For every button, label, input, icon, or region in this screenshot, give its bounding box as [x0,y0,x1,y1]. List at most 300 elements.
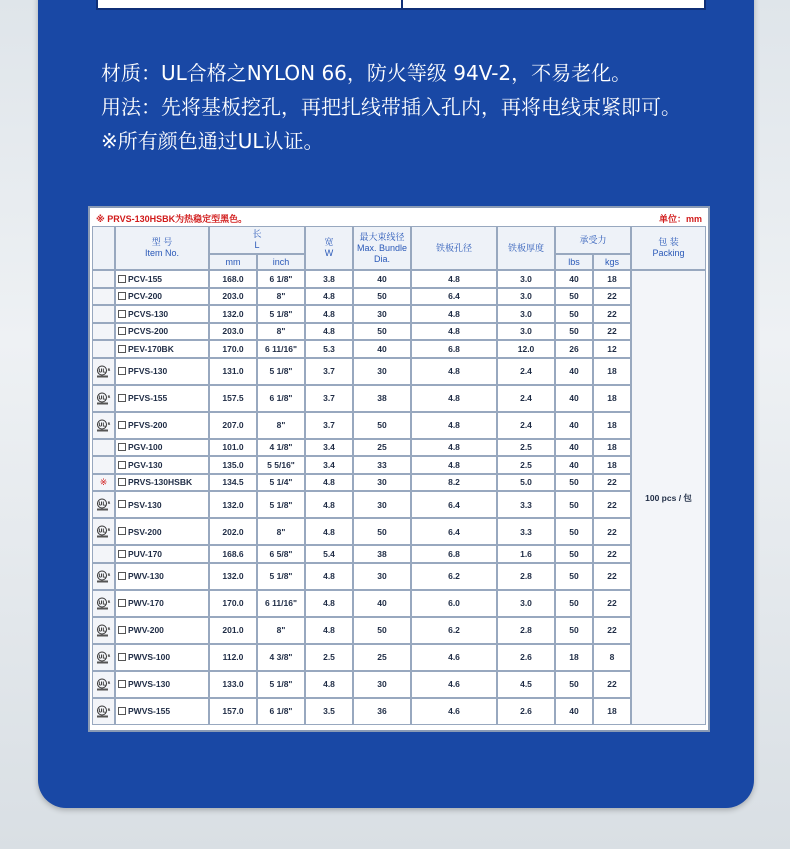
length-mm-cell: 202.0 [209,518,257,545]
model-name: PWVS-155 [128,706,171,716]
model-name: PWV-130 [128,571,164,581]
length-inch-cell: 5 1/8" [257,491,305,518]
model-name: PFVS-130 [128,366,168,376]
length-inch-cell: 8" [257,617,305,644]
length-inch-cell: 5 1/8" [257,358,305,385]
svg-text:UL: UL [97,368,106,374]
row-icon-cell [92,385,115,412]
spec-table [92,226,706,725]
usage-line: 用法：先将基板挖孔，再把扎线带插入孔内，再将电线束紧即可。 [101,95,681,119]
hole-cell: 4.8 [411,305,497,323]
table-row [92,358,706,385]
length-inch-cell: 4 3/8" [257,644,305,671]
svg-text:UL: UL [97,627,106,633]
thickness-cell: 4.5 [497,671,555,698]
length-mm-cell: 168.6 [209,545,257,563]
strength-lbs-cell: 50 [555,671,593,698]
model-cell[interactable] [115,518,209,545]
heat-stable-mark: ※ [99,476,108,487]
table-row [92,456,706,474]
spec-table-container [88,206,710,732]
bundle-dia-cell: 30 [353,474,411,492]
strength-kgs-cell: 22 [593,563,631,590]
model-name: PWV-200 [128,625,164,635]
hole-cell: 4.6 [411,644,497,671]
width-cell: 4.8 [305,305,353,323]
width-cell: 3.7 [305,385,353,412]
unit-label: 单位：mm [658,213,702,224]
length-mm-cell: 132.0 [209,491,257,518]
product-description [101,56,681,158]
bundle-dia-cell: 40 [353,340,411,358]
model-cell[interactable] [115,671,209,698]
hole-cell: 4.6 [411,698,497,725]
select-checkbox[interactable] [118,443,126,451]
strength-lbs-cell: 50 [555,590,593,617]
thickness-cell: 2.4 [497,358,555,385]
strength-lbs-cell: 40 [555,412,593,439]
bundle-dia-cell: 50 [353,323,411,341]
length-header-cn: 长 [252,229,262,239]
svg-text:UL: UL [97,708,106,714]
strength-lbs-cell: 26 [555,340,593,358]
thickness-cell: 2.6 [497,698,555,725]
length-header [209,226,305,254]
svg-text:UL: UL [97,501,106,508]
strength-lbs-cell: 50 [555,491,593,518]
hole-cell: 6.8 [411,340,497,358]
row-icon-cell [92,698,115,725]
length-mm-cell: 170.0 [209,340,257,358]
bundle-header-en: Max. Bundle [357,242,408,253]
strength-lbs-cell: 40 [555,456,593,474]
length-inch-cell: 5 1/4" [257,474,305,492]
strength-lbs-cell: 18 [555,644,593,671]
thickness-cell: 2.6 [497,644,555,671]
model-name: PCVS-200 [128,326,169,337]
ul-listed-icon [96,678,112,688]
svg-text:R: R [107,707,110,712]
width-cell: 3.8 [305,270,353,288]
svg-text:UL: UL [97,573,106,579]
select-checkbox[interactable] [118,310,126,318]
select-checkbox[interactable] [118,527,126,535]
length-inch-cell: 8" [257,518,305,545]
length-mm-cell: 133.0 [209,671,257,698]
width-cell: 3.4 [305,456,353,474]
hole-cell: 4.8 [411,385,497,412]
thickness-cell: 2.5 [497,456,555,474]
select-checkbox[interactable] [118,626,126,634]
thickness-cell: 3.3 [497,518,555,545]
bundle-header [353,226,411,270]
row-icon-cell [92,474,115,492]
model-cell[interactable] [115,288,209,306]
bundle-dia-cell: 40 [353,270,411,288]
select-checkbox[interactable] [118,275,126,283]
strength-lbs-cell: 50 [555,545,593,563]
strength-kgs-cell: 22 [593,617,631,644]
table-row [92,288,706,306]
model-name: PCV-200 [128,291,163,302]
thickness-cell: 5.0 [497,474,555,492]
length-mm-cell: 207.0 [209,412,257,439]
svg-text:UL: UL [97,654,106,660]
row-icon-cell [92,545,115,563]
width-cell: 4.8 [305,671,353,698]
length-mm-cell: 203.0 [209,323,257,341]
model-name: PSV-200 [128,526,162,537]
model-cell[interactable] [115,439,209,457]
length-inch-cell: 6 11/16" [257,340,305,358]
strength-lbs-cell: 50 [555,305,593,323]
strength-kgs-cell: 18 [593,412,631,439]
strength-kgs-cell: 18 [593,698,631,725]
hole-cell: 4.8 [411,412,497,439]
row-icon-cell [92,340,115,358]
svg-text:UL: UL [97,395,106,401]
lbs-header: lbs [555,254,593,270]
strength-kgs-cell: 18 [593,439,631,457]
bundle-dia-cell: 30 [353,491,411,518]
ul-listed-icon [96,499,112,509]
thickness-cell: 12.0 [497,340,555,358]
kgs-header: kgs [593,254,631,270]
ul-listed-icon [96,392,112,402]
bundle-dia-cell: 30 [353,671,411,698]
row-icon-cell [92,270,115,288]
thickness-cell: 2.8 [497,617,555,644]
strength-header: 承受力 [555,226,631,254]
width-cell: 3.5 [305,698,353,725]
width-cell: 4.8 [305,474,353,492]
length-inch-cell: 6 1/8" [257,270,305,288]
thickness-cell: 2.4 [497,385,555,412]
select-checkbox[interactable] [118,367,126,375]
table-row [92,644,706,671]
model-cell[interactable] [115,412,209,439]
model-name: PWVS-130 [128,679,171,689]
length-inch-cell: 6 1/8" [257,698,305,725]
model-cell[interactable] [115,617,209,644]
model-cell[interactable] [115,305,209,323]
row-icon-cell [92,563,115,590]
strength-kgs-cell: 22 [593,590,631,617]
length-mm-cell: 203.0 [209,288,257,306]
model-cell[interactable] [115,474,209,492]
length-inch-cell: 4 1/8" [257,439,305,457]
model-name: PCV-155 [128,273,163,284]
width-cell: 4.8 [305,288,353,306]
thickness-cell: 3.0 [497,305,555,323]
row-icon-cell [92,671,115,698]
strength-kgs-cell: 18 [593,456,631,474]
hole-cell: 4.8 [411,270,497,288]
certification-line: ※所有颜色通过UL认证。 [101,129,324,153]
bundle-dia-cell: 36 [353,698,411,725]
hole-cell: 4.8 [411,439,497,457]
ul-listed-icon [96,419,112,429]
model-name: PGV-130 [128,459,163,470]
ul-listed-icon [96,570,112,580]
row-icon-cell [92,412,115,439]
model-name: PGV-100 [128,442,163,453]
length-mm-cell: 134.5 [209,474,257,492]
thickness-cell: 3.0 [497,590,555,617]
strength-kgs-cell: 12 [593,340,631,358]
model-cell[interactable] [115,491,209,518]
model-cell[interactable] [115,323,209,341]
bundle-dia-cell: 25 [353,439,411,457]
model-cell[interactable] [115,358,209,385]
length-inch-cell: 5 1/8" [257,305,305,323]
width-cell: 4.8 [305,590,353,617]
length-inch-cell: 8" [257,323,305,341]
strength-lbs-cell: 40 [555,358,593,385]
model-cell[interactable] [115,456,209,474]
table-row [92,340,706,358]
table-row [92,305,706,323]
width-header-en: W [324,248,334,258]
table-row [92,698,706,725]
strength-lbs-cell: 50 [555,323,593,341]
packing-header-en: Packing [652,248,685,258]
length-mm-cell: 157.5 [209,385,257,412]
strength-lbs-cell: 40 [555,270,593,288]
strength-kgs-cell: 18 [593,385,631,412]
model-name: PEV-170BK [128,343,174,354]
length-header-en: L [254,240,260,250]
strength-kgs-cell: 22 [593,288,631,306]
strength-lbs-cell: 40 [555,439,593,457]
length-mm-cell: 132.0 [209,563,257,590]
strength-kgs-cell: 22 [593,305,631,323]
thickness-cell: 2.4 [497,412,555,439]
select-checkbox[interactable] [118,572,126,580]
select-checkbox[interactable] [118,478,126,486]
select-checkbox[interactable] [118,550,126,558]
strength-lbs-cell: 50 [555,617,593,644]
icon-header [92,226,115,270]
length-mm-cell: 168.0 [209,270,257,288]
strength-kgs-cell: 22 [593,671,631,698]
strip-divider [401,0,403,10]
thickness-cell: 3.0 [497,288,555,306]
strength-lbs-cell: 40 [555,385,593,412]
strength-lbs-cell: 50 [555,474,593,492]
svg-text:R: R [107,528,110,532]
length-inch-cell: 6 5/8" [257,545,305,563]
svg-text:UL: UL [97,422,106,428]
select-checkbox[interactable] [118,421,126,429]
length-mm-cell: 112.0 [209,644,257,671]
table-note-row [92,210,706,226]
thickness-cell: 1.6 [497,545,555,563]
select-checkbox[interactable] [118,292,126,300]
model-cell[interactable] [115,385,209,412]
strength-kgs-cell: 22 [593,545,631,563]
width-cell: 5.4 [305,545,353,563]
model-cell[interactable] [115,545,209,563]
table-row [92,270,706,288]
length-mm-cell: 135.0 [209,456,257,474]
model-name: PCVS-130 [128,308,169,319]
select-checkbox[interactable] [118,394,126,402]
packing-header [631,226,706,270]
spec-table-body [92,270,706,725]
length-inch-cell: 5 1/8" [257,563,305,590]
model-cell[interactable] [115,563,209,590]
model-name: PFVS-155 [128,393,168,403]
length-inch-cell: 8" [257,288,305,306]
svg-text:UL: UL [97,681,106,687]
bundle-dia-cell: 25 [353,644,411,671]
thickness-cell: 2.8 [497,563,555,590]
bundle-dia-cell: 50 [353,518,411,545]
length-inch-cell: 6 11/16" [257,590,305,617]
strength-kgs-cell: 18 [593,270,631,288]
ul-listed-icon [96,651,112,661]
heat-stable-note: ※ PRVS-130HSBK为热稳定型黑色。 [96,213,248,224]
row-icon-cell [92,491,115,518]
strength-lbs-cell: 40 [555,698,593,725]
table-row [92,617,706,644]
svg-text:R: R [107,599,110,604]
ul-listed-icon [96,365,112,375]
model-cell[interactable] [115,698,209,725]
model-name: PWVS-100 [128,652,171,662]
table-row [92,412,706,439]
model-header-en: Item No. [144,248,179,258]
model-name: PFVS-200 [128,420,168,430]
inch-header: inch [257,254,305,270]
bundle-header-en2: Dia. [374,253,391,264]
row-icon-cell [92,323,115,341]
previous-table-strip [96,0,706,10]
hole-cell: 4.8 [411,456,497,474]
table-row [92,385,706,412]
table-row [92,545,706,563]
table-row [92,590,706,617]
thickness-cell: 3.0 [497,323,555,341]
width-cell: 4.8 [305,518,353,545]
select-checkbox[interactable] [118,461,126,469]
model-cell[interactable] [115,644,209,671]
table-row [92,491,706,518]
width-cell: 4.8 [305,563,353,590]
width-cell: 3.7 [305,412,353,439]
length-mm-cell: 132.0 [209,305,257,323]
svg-text:R: R [107,653,110,658]
model-name: PWV-170 [128,598,164,608]
width-cell: 4.8 [305,617,353,644]
strength-lbs-cell: 50 [555,288,593,306]
bundle-header-cn: 最大束线径 [359,231,405,242]
select-checkbox[interactable] [118,653,126,661]
width-cell: 3.4 [305,439,353,457]
bundle-dia-cell: 50 [353,288,411,306]
hole-cell: 6.0 [411,590,497,617]
select-checkbox[interactable] [118,327,126,335]
svg-text:R: R [107,421,110,426]
length-inch-cell: 6 1/8" [257,385,305,412]
material-line: 材质：UL合格之NYLON 66，防火等级 94V-2，不易老化。 [101,61,632,85]
bundle-dia-cell: 50 [353,412,411,439]
bundle-dia-cell: 38 [353,385,411,412]
model-name: PUV-170 [128,548,163,559]
length-inch-cell: 5 5/16" [257,456,305,474]
ul-listed-icon [96,705,112,715]
hole-cell: 4.8 [411,358,497,385]
svg-text:R: R [107,626,110,631]
table-row [92,563,706,590]
length-inch-cell: 8" [257,412,305,439]
strength-kgs-cell: 18 [593,358,631,385]
width-cell: 2.5 [305,644,353,671]
bundle-dia-cell: 33 [353,456,411,474]
select-checkbox[interactable] [118,345,126,353]
hole-cell: 6.4 [411,518,497,545]
packing-header-cn: 包 装 [658,237,679,247]
width-cell: 3.7 [305,358,353,385]
row-icon-cell [92,518,115,545]
thickness-cell: 3.0 [497,270,555,288]
table-row [92,474,706,492]
bundle-dia-cell: 30 [353,305,411,323]
strength-kgs-cell: 8 [593,644,631,671]
table-row [92,439,706,457]
strength-lbs-cell: 50 [555,518,593,545]
length-inch-cell: 5 1/8" [257,671,305,698]
model-cell[interactable] [115,270,209,288]
length-mm-cell: 131.0 [209,358,257,385]
width-cell: 4.8 [305,323,353,341]
select-checkbox[interactable] [118,500,126,508]
length-mm-cell: 101.0 [209,439,257,457]
row-icon-cell [92,439,115,457]
model-cell[interactable] [115,340,209,358]
row-icon-cell [92,358,115,385]
svg-text:R: R [107,367,110,372]
select-checkbox[interactable] [118,680,126,688]
table-row [92,323,706,341]
bundle-dia-cell: 38 [353,545,411,563]
select-checkbox[interactable] [118,599,126,607]
select-checkbox[interactable] [118,707,126,715]
bundle-dia-cell: 30 [353,563,411,590]
hole-cell: 8.2 [411,474,497,492]
strength-kgs-cell: 22 [593,491,631,518]
width-cell: 4.8 [305,491,353,518]
strength-kgs-cell: 22 [593,323,631,341]
hole-cell: 6.8 [411,545,497,563]
svg-text:UL: UL [97,528,106,535]
row-icon-cell [92,305,115,323]
svg-text:R: R [107,501,110,505]
svg-text:R: R [107,680,110,685]
bundle-dia-cell: 30 [353,358,411,385]
packing-cell: 100 pcs / 包 [631,270,706,725]
hole-cell: 6.4 [411,491,497,518]
row-icon-cell [92,644,115,671]
table-row [92,518,706,545]
model-cell[interactable] [115,590,209,617]
bundle-dia-cell: 40 [353,590,411,617]
svg-text:R: R [107,394,110,399]
row-icon-cell [92,456,115,474]
row-icon-cell [92,590,115,617]
hole-cell: 6.4 [411,288,497,306]
